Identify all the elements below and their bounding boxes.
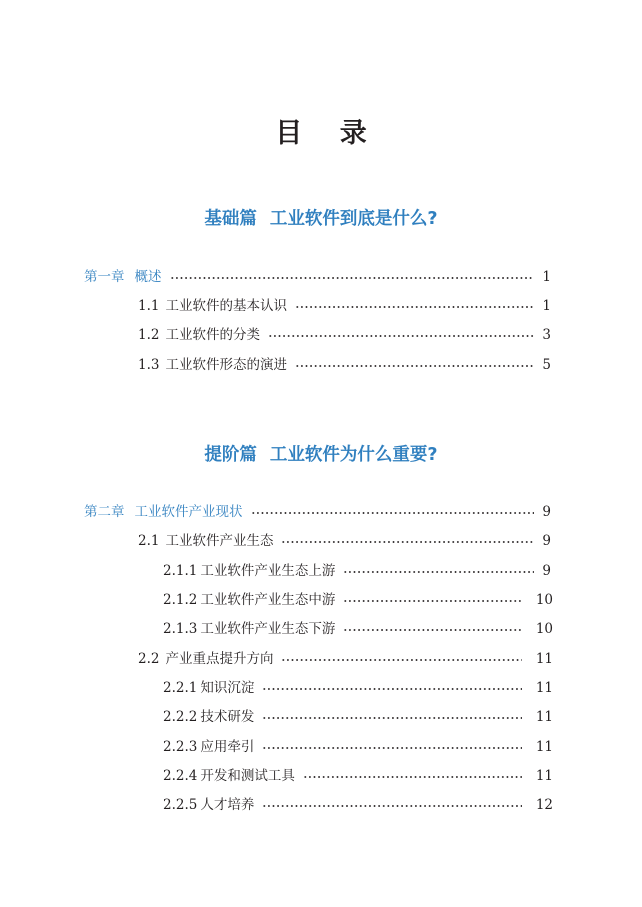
toc-number: 1.3 xyxy=(138,357,160,373)
toc-number: 第二章 xyxy=(84,504,125,520)
toc-page-number: 9 xyxy=(542,563,551,579)
toc-number: 2.1.1 xyxy=(163,563,198,579)
toc-title: 人才培养 xyxy=(200,797,255,813)
toc-number: 2.2.5 xyxy=(163,797,198,813)
dot-leader xyxy=(262,717,521,719)
toc-title: 工业软件的分类 xyxy=(165,327,260,343)
dot-leader xyxy=(295,365,534,367)
toc-number: 1.2 xyxy=(138,327,160,343)
toc-title: 工业软件形态的演进 xyxy=(165,357,287,373)
toc-chapter-2[interactable] xyxy=(84,502,551,522)
page-title: 目 录 xyxy=(275,118,381,149)
toc-section-1-1[interactable] xyxy=(138,296,551,316)
toc-number: 2.2.3 xyxy=(163,739,198,755)
toc-number: 1.1 xyxy=(138,298,160,314)
part-label: 基础篇 xyxy=(204,209,257,229)
toc-section-2-1[interactable] xyxy=(138,531,551,551)
toc-number: 第一章 xyxy=(84,269,125,285)
toc-page-number: 9 xyxy=(542,533,551,549)
toc-title: 应用牵引 xyxy=(200,739,255,755)
toc-chapter-1[interactable] xyxy=(84,267,551,287)
toc-section-2-2[interactable] xyxy=(138,649,553,669)
dot-leader xyxy=(295,306,534,308)
toc-number: 2.1.3 xyxy=(163,621,198,637)
toc-number: 2.2.4 xyxy=(163,768,198,784)
toc-page-number: 10 xyxy=(535,621,553,637)
toc-title: 工业软件产业生态下游 xyxy=(200,621,336,637)
toc-title: 工业软件产业生态上游 xyxy=(200,563,336,579)
toc-number: 2.1 xyxy=(138,533,160,549)
dot-leader xyxy=(343,629,521,631)
toc-subsection-2-1-1[interactable] xyxy=(163,561,551,581)
toc-subsection-2-1-3[interactable] xyxy=(163,619,553,639)
part-heading-advanced xyxy=(0,443,642,467)
dot-leader xyxy=(251,512,535,514)
toc-title: 知识沉淀 xyxy=(200,680,255,696)
part-title-text: 工业软件到底是什么? xyxy=(269,209,438,229)
toc-number: 2.2 xyxy=(138,651,160,667)
dot-leader xyxy=(268,335,534,337)
toc-title: 工业软件的基本认识 xyxy=(165,298,287,314)
dot-leader xyxy=(303,776,522,778)
toc-number: 2.2.1 xyxy=(163,680,198,696)
toc-title: 工业软件产业生态 xyxy=(165,533,274,549)
toc-page-number: 9 xyxy=(542,504,551,520)
toc-subsection-2-2-5[interactable] xyxy=(163,795,553,815)
toc-section-1-3[interactable] xyxy=(138,355,551,375)
toc-subsection-2-1-2[interactable] xyxy=(163,590,553,610)
toc-title: 产业重点提升方向 xyxy=(165,651,274,667)
part-title-text: 工业软件为什么重要? xyxy=(269,445,438,465)
part-label: 提阶篇 xyxy=(204,445,257,465)
dot-leader xyxy=(343,600,521,602)
toc-number: 2.1.2 xyxy=(163,592,198,608)
dot-leader xyxy=(281,659,521,661)
dot-leader xyxy=(281,541,534,543)
toc-page-number: 5 xyxy=(542,357,551,373)
dot-leader xyxy=(262,747,521,749)
toc-page-number: 1 xyxy=(542,269,551,285)
toc-section-1-2[interactable] xyxy=(138,325,551,345)
dot-leader xyxy=(343,571,534,573)
toc-page-number: 1 xyxy=(542,298,551,314)
toc-page-number: 10 xyxy=(535,592,553,608)
dot-leader xyxy=(170,277,535,279)
toc-title: 开发和测试工具 xyxy=(200,768,295,784)
toc-title: 技术研发 xyxy=(200,709,255,725)
toc-subsection-2-2-3[interactable] xyxy=(163,737,553,757)
toc-page-number: 11 xyxy=(535,709,553,725)
toc-page-number: 11 xyxy=(535,768,553,784)
part-heading-basics xyxy=(0,207,642,231)
dot-leader xyxy=(262,805,521,807)
toc-page-number: 11 xyxy=(535,739,553,755)
dot-leader xyxy=(262,688,521,690)
toc-title: 工业软件产业现状 xyxy=(134,504,243,520)
toc-subsection-2-2-4[interactable] xyxy=(163,766,553,786)
toc-title: 概述 xyxy=(134,269,162,285)
toc-page-number: 3 xyxy=(542,327,551,343)
toc-page-number: 11 xyxy=(535,680,553,696)
toc-page-number: 11 xyxy=(535,651,553,667)
toc-subsection-2-2-1[interactable] xyxy=(163,678,553,698)
toc-subsection-2-2-2[interactable] xyxy=(163,707,553,727)
toc-title: 工业软件产业生态中游 xyxy=(200,592,336,608)
toc-number: 2.2.2 xyxy=(163,709,198,725)
toc-page-number: 12 xyxy=(535,797,553,813)
